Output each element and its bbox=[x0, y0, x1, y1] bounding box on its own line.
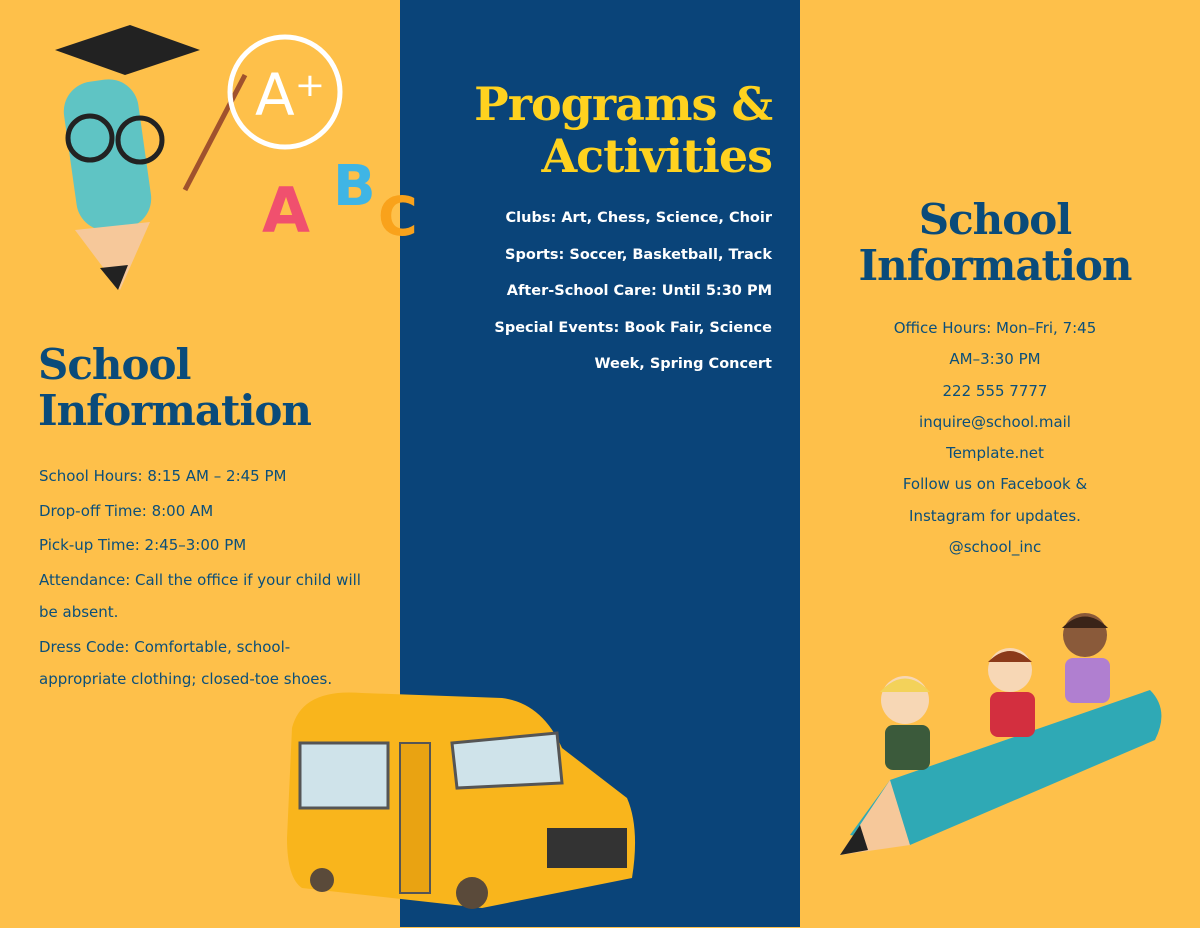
programs-list bbox=[472, 200, 772, 383]
list-item: Dress Code: Comfortable, school-appropriate clothing; closed-toe shoes. bbox=[39, 637, 333, 688]
letter-c-icon: C bbox=[378, 185, 418, 248]
list-item: Attendance: Call the office if your child will be absent. bbox=[39, 570, 361, 621]
office-hours: Office Hours: Mon–Fri, 7:45 AM–3:30 PM bbox=[893, 319, 1097, 369]
social-handle: @school_inc bbox=[948, 538, 1042, 557]
email-link[interactable]: inquire@school.mail bbox=[919, 412, 1071, 431]
list-item: Special Events: Book Fair, Science Week, Spring Concert bbox=[494, 319, 772, 372]
kids-on-pencil-illustration bbox=[830, 580, 1170, 870]
pencil-mascot-illustration bbox=[0, 0, 430, 300]
list-item: Drop-off Time: 8:00 AM bbox=[39, 501, 214, 520]
list-item: School Hours: 8:15 AM – 2:45 PM bbox=[39, 467, 287, 485]
website-link[interactable]: Template.net bbox=[946, 444, 1044, 463]
list-item: Clubs: Art, Chess, Science, Choir bbox=[505, 210, 772, 226]
list-item: Pick-up Time: 2:45–3:00 PM bbox=[39, 536, 247, 554]
school-info-title: School Information bbox=[38, 340, 311, 435]
social-note: Follow us on Facebook & Instagram for updates. bbox=[902, 475, 1088, 525]
letter-a-icon: A bbox=[262, 174, 310, 247]
school-info-list bbox=[39, 460, 369, 698]
list-item: After-School Care: Until 5:30 PM bbox=[506, 283, 772, 299]
right-panel bbox=[800, 0, 1200, 927]
school-info-title: School Information bbox=[858, 195, 1132, 290]
list-item: Sports: Soccer, Basketball, Track bbox=[505, 246, 772, 263]
school-bus-illustration bbox=[282, 688, 642, 928]
a-plus-icon: A⁺ bbox=[255, 61, 326, 129]
letter-b-icon: B bbox=[333, 154, 376, 219]
contact-list bbox=[800, 313, 1190, 563]
programs-title: Programs & Activities bbox=[474, 77, 772, 183]
phone-number: 222 555 7777 bbox=[942, 381, 1048, 400]
